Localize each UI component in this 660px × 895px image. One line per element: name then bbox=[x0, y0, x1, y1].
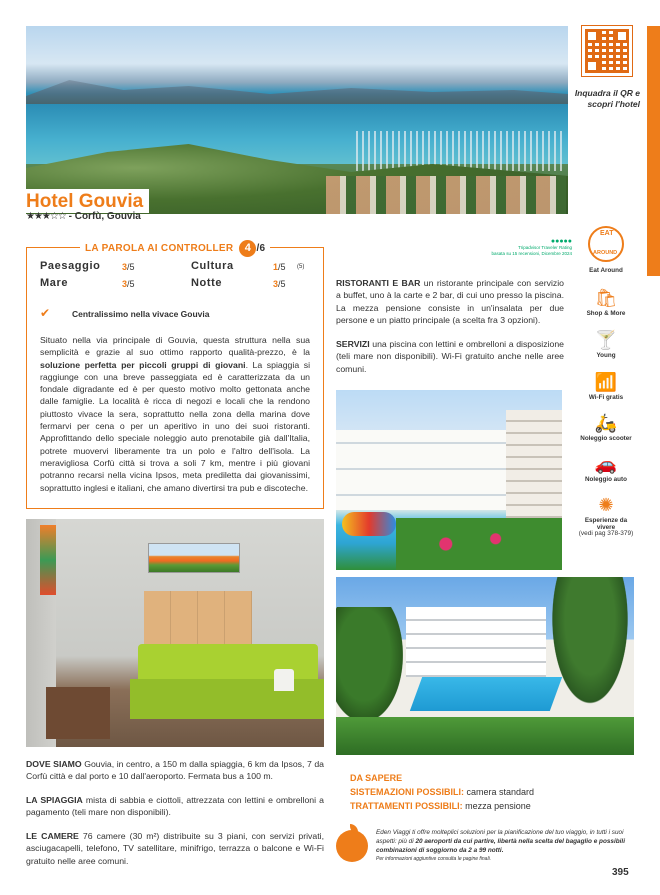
star-rating: ★★★☆☆ bbox=[26, 211, 66, 222]
controller-score-max: /6 bbox=[256, 243, 266, 255]
controller-title-text: LA PAROLA AI CONTROLLER bbox=[85, 243, 234, 255]
controller-highlight: Centralissimo nella vivace Gouvia bbox=[72, 309, 210, 319]
rating-label-notte: Notte bbox=[191, 277, 223, 289]
dove-siamo-section: DOVE SIAMO Gouvia, in centro, a 150 m dalla spiaggia, 6 km da Ipsos, 7 da Corfù città e dal porto e 10 dall'aeroporto. Fermata bus a 100 m. bbox=[26, 759, 325, 782]
wifi-icon: 📶 bbox=[594, 372, 618, 392]
hotel-title: Hotel Gouvia bbox=[26, 189, 149, 213]
tripadvisor-rating bbox=[490, 238, 572, 257]
checkmark-icon: ✔ bbox=[40, 306, 51, 320]
da-sapere-title: DA SAPERE bbox=[350, 773, 403, 783]
controller-description: Situato nella via principale di Gouvia, questa struttura nella sua semplicità e grazie al suo ottimo rapporto qualità-prezzo, è la soluzione perfetta per piccoli gruppi di giovani. La spiaggia si raggiunge con una breve passeggiata ed è caratterizzata da un fondale digradante ed è per questo motivo molto gettonata anche dalle famiglie. La località è ricca di negozi e locali che la rendono piuttosto vivace la sera, soprattutto nella zona della marina dove fermarvi per cena o per un aperitivo in uno dei suoi ristoranti. Approfittando dello speciale noleggio auto prenotabile già dall'Italia, potrete muovervi liberamente tra un polo e l'altro dell'isola. La meravigliosa Corfù città si trova a soli 7 km, mentre i più giovani potranno recarsi nella vicina Ipsos, meta prediletta dai giovanissimi, soprattutto inglesi e italiani, che amano divertirsi tra pub e discoteche. bbox=[40, 335, 310, 493]
sistemazioni: SISTEMAZIONI POSSIBILI: camera standard bbox=[350, 787, 535, 797]
scooter-icon: 🛵 bbox=[594, 413, 618, 433]
hotel-pool-photo-1 bbox=[336, 390, 562, 570]
sidebar-item-scooter: 🛵 Noleggio scooter bbox=[578, 413, 634, 442]
sidebar-note: (vedi pag 378-379) bbox=[578, 530, 634, 537]
rating-value-cultura: 1/5 bbox=[273, 262, 286, 272]
eden-info-small: Per informazioni aggiuntive consulta le pagine finali. bbox=[376, 856, 492, 862]
rating-label-cultura: Cultura bbox=[191, 260, 234, 272]
rating-label-paesaggio: Paesaggio bbox=[40, 260, 101, 272]
hotel-pool-photo-2 bbox=[336, 577, 634, 755]
rating-label-mare: Mare bbox=[40, 277, 69, 289]
camere-section: LE CAMERE 76 camere (30 m²) distribuite su 3 piani, con servizi privati, asciugacapelli, telefono, TV satellitare, minifrigo, terrazza o balcone e Wi-Fi gratuito nelle aree comuni. bbox=[26, 831, 324, 866]
controller-score: 4 bbox=[239, 240, 256, 257]
hotel-location: - Corfù, Gouvia bbox=[68, 211, 141, 222]
controller-title bbox=[80, 240, 270, 257]
sidebar-item-young: 🍸 Young bbox=[578, 330, 634, 359]
sidebar-item-car: 🚗 Noleggio auto bbox=[578, 454, 634, 483]
servizi-section: SERVIZI una piscina con lettini e ombrelloni a disposizione (teli mare non disponibili). Wi-Fi gratuito anche nelle aree comuni. bbox=[336, 339, 564, 374]
eat-around-icon: EAT AROUND bbox=[588, 226, 624, 262]
rating-note-cultura: (5) bbox=[297, 264, 305, 270]
tripadvisor-line2: basata su 15 recensioni, Dicembre 2024 bbox=[491, 251, 572, 256]
trattamenti: TRATTAMENTI POSSIBILI: mezza pensione bbox=[350, 801, 531, 811]
hero-photo-gouvia-bay bbox=[26, 26, 568, 214]
rating-value-paesaggio: 3/5 bbox=[122, 262, 135, 272]
rating-value-notte: 3/5 bbox=[273, 279, 286, 289]
car-icon: 🚗 bbox=[594, 454, 618, 474]
tripadvisor-line1: Tripadvisor Traveler Rating bbox=[518, 245, 572, 250]
bedroom-photo bbox=[26, 519, 324, 747]
page-number: 395 bbox=[612, 867, 629, 878]
peach-logo-icon bbox=[336, 830, 368, 862]
experience-icon: ✺ bbox=[598, 495, 614, 515]
hotel-subtitle bbox=[26, 211, 141, 222]
sidebar-item-eat-around: Eat Around bbox=[589, 267, 623, 274]
spiaggia-section: LA SPIAGGIA mista di sabbia e ciottoli, attrezzata con lettini e ombrelloni a pagamento (teli mare non disponibili). bbox=[26, 795, 324, 818]
sidebar-item-shop: 🛍 Shop & More bbox=[578, 288, 634, 317]
shopping-bag-icon: 🛍 bbox=[594, 288, 618, 308]
rating-value-mare: 3/5 bbox=[122, 279, 135, 289]
cocktail-icon: 🍸 bbox=[594, 330, 618, 350]
qr-caption: Inquadra il QR e scopri l'hotel bbox=[574, 88, 640, 109]
sidebar-item-experience: ✺ Esperienze da vivere bbox=[578, 495, 634, 531]
ristoranti-section: RISTORANTI E BAR un ristorante principale con servizio a buffet, uno à la carte e 2 bar, di cui uno presso la piscina. La mezza pensione consiste in un'insalata per due persone e un piatto principale (a scelta fra 3 opzioni). bbox=[336, 278, 564, 325]
tripadvisor-bubbles-icon: ●●●●● bbox=[550, 238, 572, 245]
eden-info: Eden Viaggi ti offre molteplici soluzioni per la pianificazione del tuo viaggio, in tutti i suoi aspetti: più di 20 aeroporti da cui partire, libertà nella scelta del bagaglio e possibili combinazioni di soggiorno da 2 a 99 notti. bbox=[376, 829, 625, 854]
sidebar-item-wifi: 📶 Wi-Fi gratis bbox=[578, 372, 634, 401]
accent-bar bbox=[647, 26, 660, 276]
qr-code[interactable] bbox=[582, 26, 632, 76]
